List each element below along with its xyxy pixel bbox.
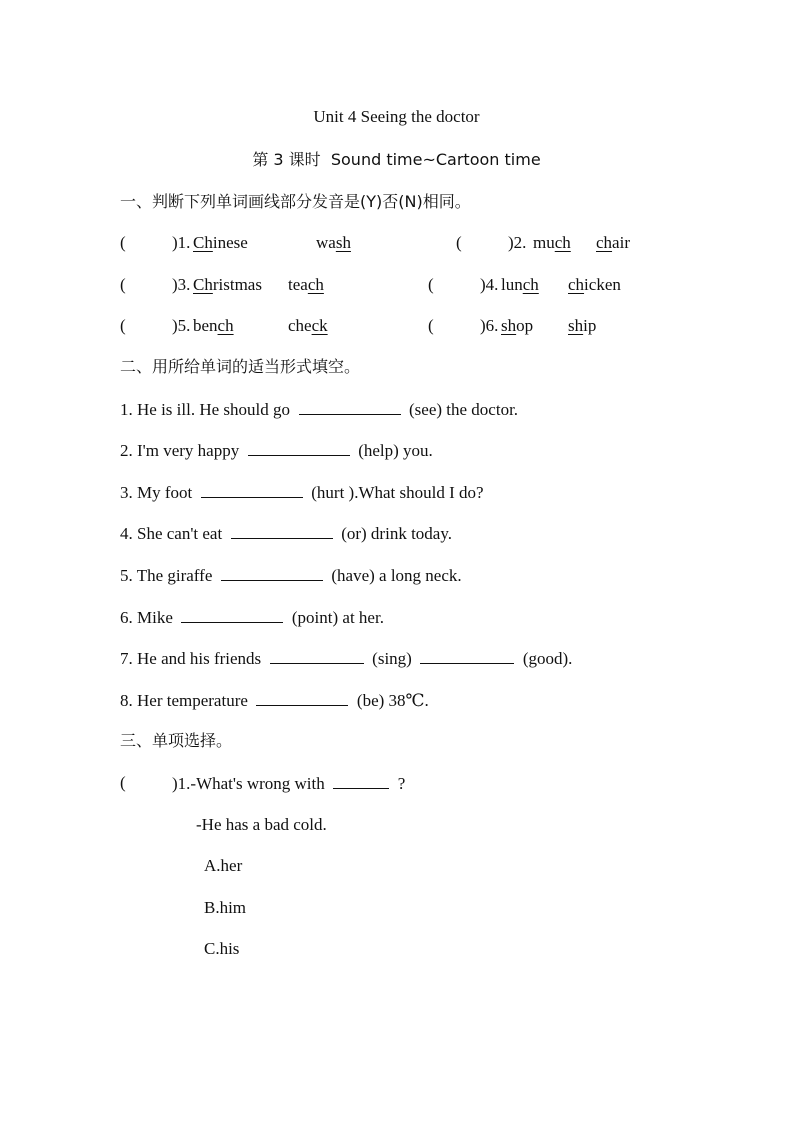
item-number: )5. (172, 316, 191, 335)
answer-blank[interactable] (420, 647, 514, 664)
page-subtitle: 第 3 课时 Sound time~Cartoon time (252, 150, 541, 169)
underlined-part: Ch (193, 275, 213, 294)
section3-heading: 三、单项选择。 (120, 731, 233, 750)
word: wash (316, 233, 351, 252)
item-number: )2. (508, 233, 527, 252)
paren-open: ( (428, 275, 434, 294)
answer-blank[interactable] (333, 772, 389, 789)
item-number: )1. (172, 233, 191, 252)
underlined-part: Ch (193, 233, 213, 252)
item-number: )3. (172, 275, 191, 294)
fill-item: 4. She can't eat (or) drink today. (120, 524, 452, 543)
word: Christmas (193, 275, 262, 294)
answer-blank[interactable] (181, 606, 283, 623)
answer-blank[interactable] (256, 689, 348, 706)
section2-heading: 二、用所给单词的适当形式填空。 (120, 357, 361, 376)
answer-blank[interactable] (248, 439, 350, 456)
fill-item: 7. He and his friends (sing) (good). (120, 649, 573, 668)
underlined-part: ch (568, 275, 585, 294)
word: shop (501, 316, 534, 335)
answer-blank[interactable] (270, 647, 364, 664)
underlined-part: ch (522, 275, 539, 294)
word: Chinese (193, 233, 248, 252)
paren-open: ( (120, 773, 126, 792)
fill-item: 5. The giraffe (have) a long neck. (120, 566, 462, 585)
fill-item: 6. Mike (point) at her. (120, 608, 384, 627)
underlined-part: sh (501, 316, 517, 335)
answer-blank[interactable] (231, 522, 333, 539)
mc-option-c[interactable]: C.his (204, 939, 240, 958)
page-title: Unit 4 Seeing the doctor (313, 107, 480, 126)
section1-heading: 一、判断下列单词画线部分发音是(Y)否(N)相同。 (120, 192, 471, 211)
mc-answer-line: -He has a bad cold. (196, 815, 327, 834)
fill-item: 3. My foot (hurt ).What should I do? (120, 483, 484, 502)
paren-open: ( (428, 316, 434, 335)
word: chicken (568, 275, 621, 294)
word: lunch (501, 275, 539, 294)
underlined-part: sh (568, 316, 584, 335)
word: much (533, 233, 571, 252)
word: check (288, 316, 328, 335)
underlined-part: sh (335, 233, 351, 252)
underlined-part: ch (217, 316, 234, 335)
answer-blank[interactable] (221, 564, 323, 581)
word: teach (288, 275, 324, 294)
item-number: )4. (480, 275, 499, 294)
paren-open: ( (120, 316, 126, 335)
mc-option-a[interactable]: A.her (204, 856, 243, 875)
fill-item: 2. I'm very happy (help) you. (120, 441, 433, 460)
paren-open: ( (120, 275, 126, 294)
item-number: )6. (480, 316, 499, 335)
mc-option-b[interactable]: B.him (204, 898, 247, 917)
word: ship (568, 316, 597, 335)
word: chair (596, 233, 630, 252)
fill-item: 1. He is ill. He should go (see) the doctor. (120, 400, 519, 419)
paren-open: ( (120, 233, 126, 252)
underlined-part: ch (554, 233, 571, 252)
answer-blank[interactable] (299, 398, 401, 415)
word: bench (193, 316, 234, 335)
answer-blank[interactable] (201, 481, 303, 498)
mc-question-stem: )1.-What's wrong with ? (172, 774, 406, 793)
paren-open: ( (456, 233, 462, 252)
underlined-part: ck (311, 316, 328, 335)
fill-item: 8. Her temperature (be) 38℃. (120, 691, 429, 710)
underlined-part: ch (596, 233, 613, 252)
underlined-part: ch (307, 275, 324, 294)
